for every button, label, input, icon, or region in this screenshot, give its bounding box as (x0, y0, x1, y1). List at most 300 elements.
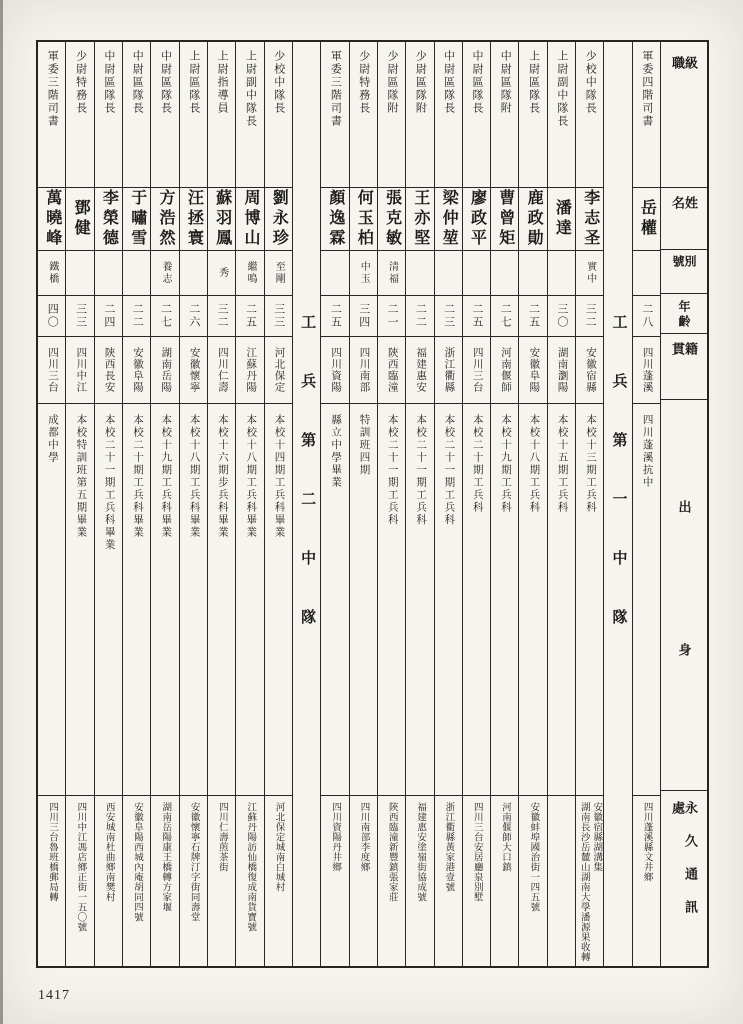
rank-text: 上尉副中隊長 (555, 50, 568, 128)
rank-text: 上尉區隊長 (187, 50, 200, 115)
rank-text: 中尉區隊長 (102, 50, 115, 115)
age-text: 二八 (640, 303, 653, 329)
background-cell (548, 404, 575, 796)
alias-cell (180, 251, 207, 296)
background-cell (519, 404, 546, 796)
background-text: 成都中學 (47, 414, 59, 464)
rank-text: 中尉區隊附 (499, 50, 512, 115)
person-name: 李志圣 (581, 189, 599, 249)
origin-text: 安徽宿縣 (584, 347, 596, 393)
address-line: 河南偃師大口鎮 (500, 802, 511, 872)
address-lines (499, 802, 512, 872)
header-label-background: 出身 (676, 499, 692, 786)
address-cell (463, 796, 490, 966)
address-lines (470, 802, 483, 902)
address-line: 四川三台魯班橋郵局轉 (47, 802, 58, 902)
alias-cell (123, 251, 150, 296)
age-cell (95, 296, 122, 337)
rank-cell (38, 42, 65, 188)
address-cell (350, 796, 377, 966)
header-label-address: 永久通訊處 (670, 801, 698, 934)
rank-text: 上尉指導員 (216, 50, 229, 115)
alias-cell (151, 251, 178, 296)
section-title: 工兵第二中隊 (299, 314, 316, 668)
person-column (179, 42, 207, 966)
person-column (490, 42, 518, 966)
origin-cell (406, 337, 433, 404)
alias-cell (321, 251, 348, 296)
background-cell (321, 404, 348, 796)
alias-cell (66, 251, 93, 296)
address-line: 湖南岳陽康王橋轉方家堰 (160, 802, 171, 912)
address-line: 安徽宿縣湖溝集 (591, 802, 602, 872)
rank-cell (463, 42, 490, 188)
background-cell (38, 404, 65, 796)
header-cell-name (661, 188, 707, 250)
address-cell (208, 796, 235, 966)
origin-cell (236, 337, 263, 404)
address-line: 安徽阜陽西城內庵胡同四號 (131, 802, 142, 922)
address-lines (414, 802, 427, 902)
alias-text: 養志 (160, 261, 172, 285)
page-number: 1417 (38, 988, 70, 1003)
header-cell-background (661, 400, 707, 792)
origin-text: 浙江衢縣 (443, 347, 455, 393)
rank-cell (350, 42, 377, 188)
name-cell (350, 188, 377, 251)
rank-cell (491, 42, 518, 188)
address-line: 江蘇丹陽訪仙橋復成南貨寶號 (245, 802, 256, 932)
origin-cell (66, 337, 93, 404)
age-cell (548, 296, 575, 337)
background-cell (265, 404, 292, 796)
address-line: 四川三台安居廳泉別墅 (471, 802, 482, 902)
person-column (38, 42, 65, 966)
age-text: 二六 (187, 303, 200, 329)
age-text: 二五 (527, 303, 540, 329)
address-lines (159, 802, 172, 912)
person-name: 顏逸霖 (326, 189, 344, 249)
age-cell (491, 296, 518, 337)
person-column (575, 42, 603, 966)
age-text: 三二 (584, 303, 597, 329)
address-lines (102, 802, 115, 902)
origin-cell (180, 337, 207, 404)
alias-cell (633, 251, 660, 296)
rank-cell (265, 42, 292, 188)
origin-cell (123, 337, 150, 404)
origin-text: 安徽懷寧 (188, 347, 200, 393)
address-cell (180, 796, 207, 966)
address-cell (548, 796, 575, 966)
rank-text: 少校中隊長 (272, 50, 285, 115)
person-column (150, 42, 178, 966)
age-cell (151, 296, 178, 337)
header-cell-address (661, 791, 707, 966)
origin-cell (151, 337, 178, 404)
origin-text: 四川資陽 (330, 347, 342, 393)
background-text: 本校十八期工兵科 (528, 414, 540, 514)
name-cell (406, 188, 433, 251)
person-column (632, 42, 660, 966)
rank-text: 少尉特務長 (357, 50, 370, 115)
name-cell (208, 188, 235, 251)
address-line: 四川蓬溪縣文井鄉 (641, 802, 652, 882)
person-column (235, 42, 263, 966)
header-cell-age (661, 294, 707, 334)
origin-cell (95, 337, 122, 404)
person-name: 劉永珍 (270, 189, 288, 249)
age-cell (378, 296, 405, 337)
rank-text: 上尉區隊長 (527, 50, 540, 115)
name-cell (435, 188, 462, 251)
rank-cell (236, 42, 263, 188)
address-lines (46, 802, 59, 902)
alias-text: 秀 (216, 267, 228, 279)
origin-text: 四川蓬溪 (641, 347, 653, 393)
origin-text: 陝西臨潼 (386, 347, 398, 393)
background-cell (633, 404, 660, 796)
name-cell (38, 188, 65, 251)
age-text: 二五 (470, 303, 483, 329)
background-cell (208, 404, 235, 796)
age-text: 三三 (272, 303, 285, 329)
name-cell (151, 188, 178, 251)
age-cell (265, 296, 292, 337)
address-cell (378, 796, 405, 966)
address-cell (321, 796, 348, 966)
address-cell (66, 796, 93, 966)
person-name: 蘇羽鳳 (213, 189, 231, 249)
rank-cell (633, 42, 660, 188)
background-text: 本校二十一期工兵科 (386, 414, 398, 527)
address-lines (74, 802, 87, 932)
background-text: 本校十九期工兵科畢業 (160, 414, 172, 539)
alias-cell (265, 251, 292, 296)
name-cell (463, 188, 490, 251)
origin-cell (491, 337, 518, 404)
origin-cell (350, 337, 377, 404)
name-cell (321, 188, 348, 251)
roster-table (36, 40, 709, 968)
person-name: 梁仲堃 (440, 189, 458, 249)
origin-text: 江蘇丹陽 (245, 347, 257, 393)
address-lines (187, 802, 200, 922)
section-title-cell (293, 42, 320, 966)
address-line: 安徽蚌埠國治街一四五號 (528, 802, 539, 912)
rank-text: 少尉區隊附 (386, 50, 399, 115)
age-text: 二五 (329, 303, 342, 329)
address-cell (406, 796, 433, 966)
header-column (660, 42, 707, 966)
address-line: 四川南部李度鄉 (358, 802, 369, 872)
origin-cell (38, 337, 65, 404)
person-name: 鹿政勛 (525, 189, 543, 249)
rank-text: 軍委三階司書 (329, 50, 342, 128)
address-cell (576, 796, 603, 966)
background-cell (95, 404, 122, 796)
origin-cell (265, 337, 292, 404)
person-name: 岳權 (638, 199, 656, 239)
background-text: 本校二十一期工兵科 (415, 414, 427, 527)
origin-cell (463, 337, 490, 404)
background-cell (378, 404, 405, 796)
name-cell (378, 188, 405, 251)
person-column (94, 42, 122, 966)
person-name: 方浩然 (157, 189, 175, 249)
background-cell (66, 404, 93, 796)
address-line: 福建惠安塗嶺街協成號 (415, 802, 426, 902)
address-line: 安徽懷寧石牌汀字街同壽堂 (188, 802, 199, 922)
address-lines (577, 802, 602, 962)
rank-cell (548, 42, 575, 188)
background-text: 本校二十一期工兵科畢業 (103, 414, 115, 552)
rank-text: 上尉副中隊長 (244, 50, 257, 128)
person-column (65, 42, 93, 966)
address-cell (151, 796, 178, 966)
rank-cell (180, 42, 207, 188)
background-cell (491, 404, 518, 796)
background-cell (350, 404, 377, 796)
person-column (518, 42, 546, 966)
name-cell (548, 188, 575, 251)
age-text: 二七 (159, 303, 172, 329)
header-label-age: 年齡 (677, 299, 691, 330)
scan-edge-artifact (0, 0, 3, 1024)
age-text: 二七 (499, 303, 512, 329)
name-cell (236, 188, 263, 251)
origin-text: 河南偃師 (500, 347, 512, 393)
background-text: 本校十三期工兵科 (584, 414, 596, 514)
person-column (349, 42, 377, 966)
address-cell (123, 796, 150, 966)
address-lines (385, 802, 398, 902)
name-cell (66, 188, 93, 251)
origin-text: 四川仁壽 (216, 347, 228, 393)
section-title-cell (604, 42, 631, 966)
address-lines (130, 802, 143, 922)
alias-cell (519, 251, 546, 296)
address-lines (215, 802, 228, 872)
alias-text: 實中 (584, 261, 596, 285)
age-text: 四〇 (46, 303, 59, 329)
person-column (207, 42, 235, 966)
name-cell (265, 188, 292, 251)
age-text: 二一 (386, 303, 399, 329)
origin-text: 四川中江 (75, 347, 87, 393)
address-lines (527, 802, 540, 912)
person-name: 何玉柏 (355, 189, 373, 249)
origin-text: 河北保定 (273, 347, 285, 393)
name-cell (180, 188, 207, 251)
person-name: 潘達 (553, 199, 571, 239)
rank-cell (66, 42, 93, 188)
header-label-name: 姓名 (670, 195, 698, 231)
header-cell-alias (661, 250, 707, 294)
background-text: 本校特訓班第五期畢業 (75, 414, 87, 539)
origin-text: 湖南岳陽 (160, 347, 172, 393)
alias-cell (576, 251, 603, 296)
age-text: 三四 (357, 303, 370, 329)
person-column (377, 42, 405, 966)
address-cell (38, 796, 65, 966)
background-text: 本校十五期工兵科 (556, 414, 568, 514)
section-title-column (292, 42, 320, 966)
rank-text: 中尉區隊長 (159, 50, 172, 115)
age-text: 三三 (74, 303, 87, 329)
origin-cell (208, 337, 235, 404)
address-cell (519, 796, 546, 966)
address-lines (640, 802, 653, 882)
origin-text: 福建惠安 (415, 347, 427, 393)
rank-text: 軍委四階司書 (640, 50, 653, 128)
age-cell (435, 296, 462, 337)
rank-cell (321, 42, 348, 188)
rank-cell (151, 42, 178, 188)
header-label-rank: 級職 (670, 56, 698, 161)
address-lines (244, 802, 257, 932)
background-text: 本校二十期工兵科 (471, 414, 483, 514)
origin-text: 陝西長安 (103, 347, 115, 393)
section-title: 工兵第一中隊 (610, 314, 627, 668)
age-text: 二二 (131, 303, 144, 329)
origin-cell (576, 337, 603, 404)
age-cell (208, 296, 235, 337)
address-cell (236, 796, 263, 966)
background-cell (180, 404, 207, 796)
address-line: 河北保定城南白城村 (273, 802, 284, 892)
address-line: 四川中江馮店鄉正街一五〇號 (75, 802, 86, 932)
alias-cell (406, 251, 433, 296)
rank-cell (123, 42, 150, 188)
age-text: 三〇 (555, 303, 568, 329)
header-label-alias: 別號 (671, 254, 697, 277)
person-name: 張克敏 (383, 189, 401, 249)
address-cell (435, 796, 462, 966)
address-lines (442, 802, 455, 892)
header-label-origin: 籍貫 (670, 341, 698, 379)
alias-cell (38, 251, 65, 296)
age-cell (180, 296, 207, 337)
background-cell (151, 404, 178, 796)
address-lines (272, 802, 285, 892)
alias-cell (236, 251, 263, 296)
age-cell (38, 296, 65, 337)
origin-cell (519, 337, 546, 404)
alias-cell (463, 251, 490, 296)
address-line: 西安城南杜曲鄉南樊村 (103, 802, 114, 902)
rank-text: 中尉區隊長 (442, 50, 455, 115)
name-cell (95, 188, 122, 251)
background-text: 本校十六期步兵科畢業 (216, 414, 228, 539)
rank-text: 少尉區隊附 (414, 50, 427, 115)
background-text: 本校十八期工兵科畢業 (245, 414, 257, 539)
alias-text: 清福 (386, 261, 398, 285)
rank-cell (378, 42, 405, 188)
background-text: 本校二十一期工兵科 (443, 414, 455, 527)
header-cell-origin (661, 334, 707, 400)
rank-cell (406, 42, 433, 188)
age-cell (519, 296, 546, 337)
origin-cell (378, 337, 405, 404)
background-text: 四川蓬溪抗中 (641, 414, 653, 489)
background-text: 本校二十期工兵科畢業 (131, 414, 143, 539)
person-name: 萬曉峰 (43, 189, 61, 249)
alias-cell (435, 251, 462, 296)
rank-text: 中尉區隊長 (131, 50, 144, 115)
name-cell (123, 188, 150, 251)
name-cell (491, 188, 518, 251)
alias-cell (95, 251, 122, 296)
background-cell (406, 404, 433, 796)
age-cell (463, 296, 490, 337)
person-name: 周博山 (241, 189, 259, 249)
age-text: 二二 (414, 303, 427, 329)
person-name: 廖政平 (468, 189, 486, 249)
rank-text: 中尉區隊長 (470, 50, 483, 115)
person-column (264, 42, 292, 966)
person-column (434, 42, 462, 966)
rank-text: 少校中隊長 (584, 50, 597, 115)
age-text: 三二 (216, 303, 229, 329)
person-column (405, 42, 433, 966)
rank-cell (576, 42, 603, 188)
origin-text: 四川三台 (471, 347, 483, 393)
person-column (122, 42, 150, 966)
rank-cell (95, 42, 122, 188)
person-name: 李榮德 (100, 189, 118, 249)
person-name: 于嘯雪 (128, 189, 146, 249)
address-line: 湖南長沙岳麓山湖南大學潘源果收轉 (578, 802, 589, 962)
person-name: 曹曾矩 (496, 189, 514, 249)
address-cell (95, 796, 122, 966)
alias-cell (491, 251, 518, 296)
origin-cell (435, 337, 462, 404)
rank-text: 軍委三階司書 (46, 50, 59, 128)
rank-text: 少尉特務長 (74, 50, 87, 115)
rank-cell (435, 42, 462, 188)
person-name: 鄧健 (72, 199, 90, 239)
header-cell-rank (661, 42, 707, 188)
age-cell (633, 296, 660, 337)
age-text: 二三 (442, 303, 455, 329)
origin-text: 四川三台 (47, 347, 59, 393)
age-cell (406, 296, 433, 337)
address-line: 四川資陽丹井鄉 (330, 802, 341, 872)
name-cell (633, 188, 660, 251)
alias-text: 中玉 (358, 261, 370, 285)
background-text: 本校十四期工兵科畢業 (273, 414, 285, 539)
address-line: 陝西臨潼新豐鎮張家莊 (386, 802, 397, 902)
address-cell (491, 796, 518, 966)
rank-cell (208, 42, 235, 188)
background-text: 本校十八期工兵科畢業 (188, 414, 200, 539)
background-cell (435, 404, 462, 796)
origin-cell (633, 337, 660, 404)
person-column (320, 42, 348, 966)
origin-text: 安徽阜陽 (528, 347, 540, 393)
origin-cell (548, 337, 575, 404)
alias-text: 至剛 (273, 261, 285, 285)
alias-cell (208, 251, 235, 296)
alias-text: 繼鳴 (244, 261, 256, 285)
background-text: 縣立中學畢業 (330, 414, 342, 489)
section-title-column (603, 42, 631, 966)
address-line: 四川仁壽煎茶街 (216, 802, 227, 872)
name-cell (576, 188, 603, 251)
background-cell (576, 404, 603, 796)
age-cell (350, 296, 377, 337)
